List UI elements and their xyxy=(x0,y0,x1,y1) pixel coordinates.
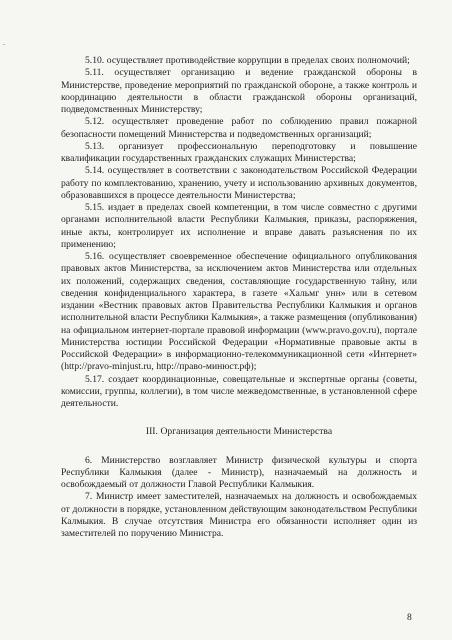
paragraph-5-16: 5.16. осуществляет своевременное обеспечение официального опубликования правовых актов Министерства, за исключением актов Министерства или отдельных их положений, содержащих сведения, составляющие государственную тайну, или сведения конфиденциального характера, в газете «Хальмг унн» или в сетевом издании «Вестник правовых актов Правительства Республики Калмыкия и органов исполнительной власти Республики Калмыкия», а также размещения (опубликования) на официальном интернет-портале правовой информации (www.pravo.gov.ru), портале Министерства юстиции Российской Федерации «Нормативные правовые акты в Российской Федерации» в информационно-телекоммуникационной сети «Интернет» (http://pravo-minjust.ru, http://право-минюст.рф); xyxy=(61,251,417,373)
paragraph-5-11: 5.11. осуществляет организацию и ведение гражданской обороны в Министерстве, проведение мероприятий по гражданской обороне, а также контроль и координацию деятельности в области гражданской обороны организаций, подведомственных Министерству; xyxy=(61,67,417,115)
scan-mark xyxy=(3,44,5,45)
paragraph-5-13: 5.13. организует профессиональную переподготовку и повышение квалификации государственных гражданских служащих Министерства; xyxy=(61,140,417,164)
paragraph-5-14: 5.14. осуществляет в соответствии с законодательством Российской Федерации работу по комплектованию, хранению, учету и использованию архивных документов, образовавшихся в процессе деятельности Министерства; xyxy=(61,165,417,201)
document-body xyxy=(61,55,417,540)
paragraph-5-12: 5.12. осуществляет проведение работ по соблюдению правил пожарной безопасности помещений Министерства и подведомственных организаций; xyxy=(61,116,417,140)
paragraph-5-17: 5.17. создает координационные, совещательные и экспертные органы (советы, комиссии, группы, коллегии), в том числе межведомственные, в установленной сфере деятельности. xyxy=(61,373,417,409)
section-heading: III. Организация деятельности Министерства xyxy=(145,426,333,438)
paragraph-5-10: 5.10. осуществляет противодействие коррупции в пределах своих полномочий; xyxy=(85,55,410,66)
paragraph-6: 6. Министерство возглавляет Министр физической культуры и спорта Республики Калмыкия (далее - Министр), назначаемый на должность и освобождаемый от должности Главой Республики Калмыкия. xyxy=(61,454,417,490)
paragraph-7: 7. Министр имеет заместителей, назначаемых на должность и освобождаемых от должности в порядке, установленном действующим законодательством Республики Калмыкия. В случае отсутствия Министра его обязанности исполняет один из заместителей по поручению Министра. xyxy=(61,491,417,539)
paragraph-5-15: 5.15. издает в пределах своей компетенции, в том числе совместно с другими органами исполнительной власти Республики Калмыкия, приказы, распоряжения, иные акты, контролирует их исполнение и вправе давать разъяснения по их применению; xyxy=(61,202,417,250)
page-number: 8 xyxy=(407,612,412,623)
